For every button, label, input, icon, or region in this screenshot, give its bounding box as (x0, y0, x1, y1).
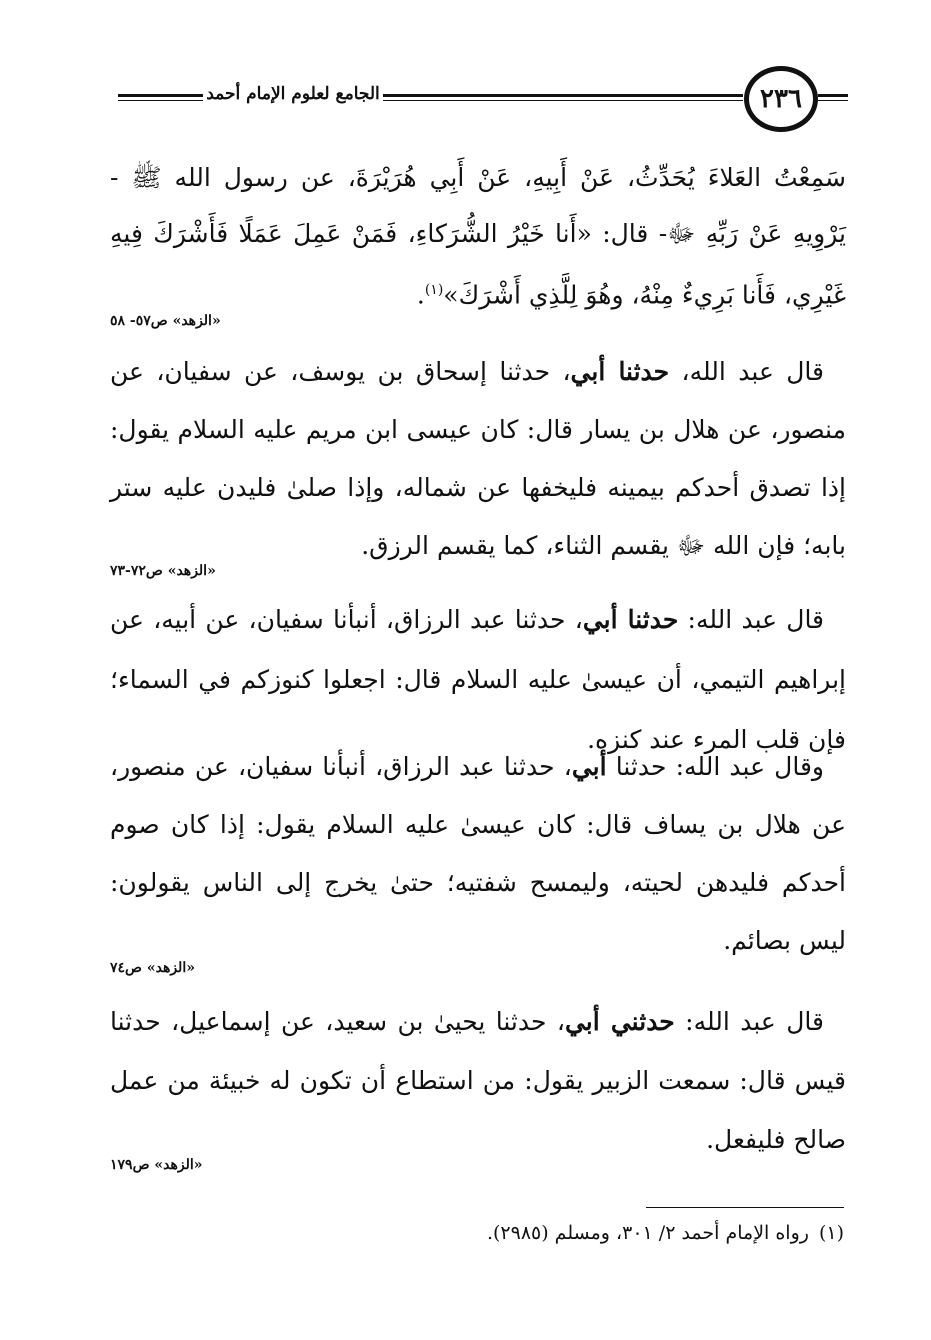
paragraph-hadith (110, 150, 846, 323)
paragraph-text: سَمِعْتُ العَلاءَ يُحَدِّثُ، عَنْ أَبِيهِ، عَنْ أَبِي هُرَيْرَةَ، عن رسول الله ﷺ - يَرْوِيهِ عَنْ رَبِّهِ ﷻ- قال: «أَنا خَيْرُ الشُّرَكاءِ، فَمَنْ عَمِلَ عَمَلًا فَأَشْرَكَ فِيهِ غَيْرِي، فَأَنا بَرِيءٌ مِنْهُ، وهُوَ لِلَّذِي أَشْرَكَ» (110, 163, 846, 310)
footnote-reference: (١) (424, 282, 444, 298)
narration-prefix: قال عبد الله، (669, 357, 825, 386)
footnote-text: رواه الإمام أحمد ٢/ ٣٠١، ومسلم (٢٩٨٥). (486, 1222, 809, 1244)
source-citation: «الزهد» ص٧٢-٧٣ (110, 563, 216, 579)
source-citation: «الزهد» ص١٧٩ (110, 1157, 203, 1173)
narration-text: ، حدثنا عبد الرزاق، أنبأنا سفيان، عن منصور، عن هلال بن يساف قال: كان عيسىٰ عليه السلام يقول: إذا كان صوم أحدكم فليدهن لحيته، وليمسح شفتيه؛ حتىٰ يخرج إلى الناس يقولون: ليس بصائم. (110, 752, 846, 955)
narration-prefix: قال عبد الله: (678, 605, 825, 634)
narration-text: ، حدثنا إسحاق بن يوسف، عن سفيان، عن منصور، عن هلال بن يسار قال: كان عيسى ابن مريم عليه السلام يقول: إذا تصدق أحدكم بيمينه فليخفها عن شماله، وإذا صلىٰ فليدن عليه ستر بابه؛ فإن الله ﷻ يقسم الثناء، كما يقسم الرزق. (110, 357, 846, 560)
footnote-separator (646, 1207, 844, 1208)
page-number-badge (744, 66, 818, 132)
paragraph-narration (110, 992, 846, 1169)
narration-prefix: قال عبد الله: (674, 1007, 824, 1036)
paragraph-text-end: . (416, 280, 425, 310)
paragraph-narration (110, 738, 846, 970)
page-number: ٢٣٦ (760, 84, 802, 114)
narration-bold: حدثنا أبي (582, 605, 679, 634)
narration-bold: حدثني أبي (564, 1007, 675, 1036)
narration-text: ، حدثنا عبد الرزاق، أنبأنا سفيان، عن أبيه، عن إبراهيم التيمي، أن عيسىٰ عليه السلام قال: اجعلوا كنوزكم في السماء؛ فإن قلب المرء عند كنزه. (110, 605, 846, 754)
paragraph-narration (110, 343, 846, 575)
narration-text: ، حدثنا يحيىٰ بن سعيد، عن إسماعيل، حدثنا قيس قال: سمعت الزبير يقول: من استطاع أن تكون له خبيئة من عمل صالح فليفعل. (110, 1007, 846, 1154)
source-citation: «الزهد» ص٧٤ (110, 960, 195, 976)
book-title: الجامع لعلوم الإمام أحمد (206, 84, 380, 104)
source-citation: «الزهد» ص٥٧- ٥٨ (110, 313, 221, 329)
header-rule-middle (383, 94, 743, 101)
narration-bold: حدثنا أبي (570, 357, 670, 386)
narration-prefix: وقال عبد الله: حدثنا (606, 752, 824, 781)
footnote-number: (١) (818, 1222, 844, 1244)
page-header (0, 66, 931, 136)
narration-bold: أبي (571, 752, 607, 781)
header-rule-left (118, 94, 203, 101)
header-rule-right (818, 94, 848, 101)
footnote (487, 1222, 844, 1244)
